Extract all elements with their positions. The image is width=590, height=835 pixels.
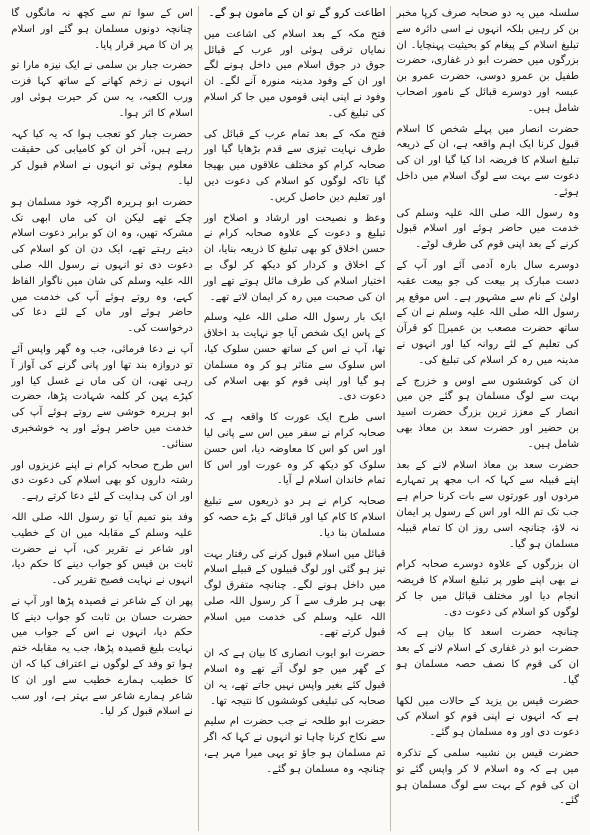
paragraph: حضرت ابو ایوب انصاری کا بیان ہے کہ ان کے گھر میں جو لوگ آتے تھے وہ اسلام قبول کئے بغیر واپس نہیں جاتے تھے، یہ ان صحابہ کی تبلیغی کوششوں کا نتیجہ تھا۔ [203,648,386,707]
paragraph: پھر ان کے شاعر نے قصیدہ پڑھا اور آپ نے حضرت حسان بن ثابت کو جواب دینے کا حکم دیا، انہوں نے اس کے جواب میں نہایت بلیغ قصیدہ پڑھا، جب یہ مقابلہ ختم ہوا تو وفد کے لوگوں نے اعتراف کیا کہ ان کا خطیب ہمارے خطیب سے اور ان کا شاعر ہمارے شاعر سے بہتر ہے، اور سب نے اسلام قبول کر لیا۔ [11,595,193,718]
text-column-left [6,6,199,831]
paragraph: دوسرے سال بارہ آدمی آئے اور آپ کے دست مبارک پر بیعت کی جو بیعت عقبہ اولیٰ کے نام سے مشہور ہے۔ اس موقع پر رسول اللہ صلی اللہ علیہ وسلم نے ان کے ساتھ حضرت مصعب بن عمیرؓ کو قرآن کی تعلیم کے لئے روانہ کیا اور انہوں نے مدینہ میں رہ کر اسلام کی تبلیغ کی۔ [396,259,579,366]
paragraph: حضرت ابو ہریرہ اگرچہ خود مسلمان ہو چکے تھے لیکن ان کی ماں ابھی تک مشرکہ تھیں، وہ ان کو برابر دعوت اسلام دیتے رہتے تھے، ایک دن ان کو اسلام کی دعوت دی تو انہوں نے رسول اللہ صلی اللہ علیہ وسلم کی شان میں ناگوار الفاظ کہے، وہ روتے ہوئے آپ کی خدمت میں حاضر ہوئے اور ماں کے لئے دعا کی درخواست کی۔ [11,196,193,335]
paragraph: آپ نے دعا فرمائی، جب وہ گھر واپس آئے تو دروازہ بند تھا اور پانی گرنے کی آواز آ رہی تھی، ان کی ماں نے غسل کیا اور کپڑے پہن کر کلمہ شہادت پڑھا، حضرت ابو ہریرہ خوشی سے روتے ہوئے آپ کی خدمت میں حاضر ہوئے اور یہ خوشخبری سنائی۔ [11,343,193,450]
paragraph: ان بزرگوں کے علاوہ دوسرے صحابہ کرام نے بھی اپنے طور پر تبلیغ اسلام کا فریضہ انجام دیا اور مختلف قبائل میں جا کر لوگوں کو اسلام کی دعوت دی۔ [396,559,579,618]
paragraph: وہ رسول اللہ صلی اللہ علیہ وسلم کی خدمت میں حاضر ہوئے اور اسلام قبول کرنے کے بعد اپنی قوم کی طرف لوٹے۔ [396,207,579,251]
paragraph: اسی طرح ایک عورت کا واقعہ ہے کہ صحابہ کرام نے سفر میں اس سے پانی لیا اور اس کو اس کا معاوضہ دیا، اس حسن سلوک کو دیکھ کر وہ عورت اور اس کا تمام خاندان اسلام لے آیا۔ [203,412,386,487]
paragraph: ان کی کوششوں سے اوس و خزرج کے بہت سے لوگ مسلمان ہو گئے جن میں انصار کے معزز ترین بزرگ حضرت اسید بن حضیر اور حضرت سعد بن معاذ بھی شامل ہیں۔ [396,375,579,450]
paragraph: صحابہ کرام نے ہر دو ذریعوں سے تبلیغ اسلام کا کام کیا اور قبائل کے بڑے حصہ کو مسلمان بنا دیا۔ [203,496,386,539]
text-column-right [391,6,584,831]
paragraph: حضرت انصار میں پہلے شخص کا اسلام قبول کرنا ایک اہم واقعہ ہے، ان کے ذریعہ تبلیغ اسلام کا فریضہ ادا کیا گیا اور ان کی دعوت سے بہت سے لوگ اسلام میں داخل ہوئے۔ [396,123,579,198]
paragraph: وعظ و نصیحت اور ارشاد و اصلاح اور تبلیغ و دعوت کے علاوہ صحابہ کرام نے حسن اخلاق کو بھی تبلیغ کا ذریعہ بنایا، ان کے اخلاق و کردار کو دیکھ کر لوگ بے اختیار اسلام کی طرف مائل ہوتے تھے اور ان کی صحبت میں رہ کر ایمان لاتے تھے۔ [203,212,386,303]
paragraph: حضرت جبار بن سلمی نے ایک نیزہ مارا تو انہوں نے زخم کھانے کے ساتھ کہا فزت ورب الکعبہ، یہ سن کر حیرت ہوئی اور اسلام کا اثر ہوا۔ [11,60,193,119]
paragraph: اطاعت کرو گے تو ان کے مامون ہو گے۔ [208,7,386,19]
paragraph: حضرت قیس بن نشیبہ سلمی کے تذکرہ میں ہے کہ وہ اسلام لا کر واپس گئے تو ان کی قوم کے بہت سے لوگ مسلمان ہو گئے۔ [396,748,579,807]
paragraph: اس کے سوا تم سے کچھ نہ مانگوں گا چنانچہ دونوں مسلمان ہو گئے اور اسلام پر ان کا مہر قرار پایا۔ [11,8,193,51]
paragraph: حضرت سعد بن معاذ اسلام لانے کے بعد اپنے قبیلہ سے کہا کہ اب مجھ پر تمہارے مردوں اور عورتوں سے بات کرنا حرام ہے جب تک تم اللہ اور اس کے رسول پر ایمان نہ لاؤ، چنانچہ اسی روز ان کا تمام قبیلہ مسلمان ہو گیا۔ [396,459,579,550]
paragraph: چنانچہ حضرت اسعد کا بیان ہے کہ حضرت ابو ذر غفاری کے اسلام لانے کے بعد ان کی قوم کا نصف حصہ مسلمان ہو گیا۔ [396,627,579,686]
paragraph: وفد بنو تمیم آیا تو رسول اللہ صلی اللہ علیہ وسلم کے مقابلہ میں ان کے خطیب اور شاعر نے تقریر کی، آپ نے حضرت ثابت بن قیس کو جواب دینے کا حکم دیا، انہوں نے نہایت فصیح تقریر کی۔ [11,511,193,587]
text-column-middle [199,6,392,831]
paragraph: حضرت ابو طلحہ نے جب حضرت ام سلیم سے نکاح کرنا چاہا تو انہوں نے کہا کہ اگر تم مسلمان ہو جاؤ تو یہی میرا مہر ہے، چنانچہ وہ مسلمان ہو گئے۔ [203,716,386,775]
paragraph: حضرت قیس بن یزید کے حالات میں لکھا ہے کہ انہوں نے اپنی قوم کو اسلام کی دعوت دی اور وہ مسلمان ہو گئے۔ [396,695,579,739]
paragraph: قبائل میں اسلام قبول کرنے کی رفتار بہت تیز ہو گئی اور لوگ قبیلوں کے قبیلے اسلام میں داخل ہونے لگے۔ چنانچہ متفرق لوگ بھی ہر طرف سے آ کر رسول اللہ صلی اللہ علیہ وسلم کی خدمت میں اسلام قبول کرتے تھے۔ [203,548,386,639]
paragraph: اس طرح صحابہ کرام نے اپنے عزیزوں اور رشتہ داروں کو بھی اسلام کی دعوت دی اور ان کی ہدایت کے لئے دعا کرتے رہے۔ [11,459,193,503]
paragraph: فتح مکہ کے بعد تمام عرب کے قبائل کی طرف نہایت تیزی سے قدم بڑھایا گیا اور صحابہ کرام کو مختلف علاقوں میں بھیجا گیا تاکہ لوگوں کو اسلام کی دعوت دیں اور تعلیم دین حاصل کریں۔ [203,128,386,203]
paragraph: سلسلہ میں یہ دو صحابہ صرف کرپا مخبر بن کر رہیں بلکہ انہوں نے اسی دائرہ سے تبلیغ اسلام کے پیغام کو بحیثیت پہنچایا۔ ان بزرگوں میں حضرت ابو ذر غفاری، حضرت طفیل بن عمرو دوسی، حضرت عمرو بن عبسہ اور دوسرے قبائل کے نامور اصحاب شامل ہیں۔ [396,8,579,114]
paragraph: فتح مکہ کے بعد اسلام کی اشاعت میں نمایاں ترقی ہوئی اور عرب کے قبائل جوق در جوق اسلام میں داخل ہونے لگے اور ان کے وفود مدینہ منورہ آنے لگے۔ ان وفود نے اپنی اپنی قوموں میں جا کر اسلام کی تبلیغ کی۔ [203,28,386,119]
paragraph: حضرت جبار کو تعجب ہوا کہ یہ کیا کہہ رہے ہیں، آخر ان کو کامیابی کی حقیقت معلوم ہوئی تو انہوں نے اسلام قبول کر لیا۔ [11,128,193,187]
paragraph: ایک بار رسول اللہ صلی اللہ علیہ وسلم کے پاس ایک شخص آیا جو نہایت بد اخلاق تھا، آپ نے اس کے ساتھ حسن سلوک کیا، اس سلوک سے متاثر ہو کر وہ مسلمان ہو گیا اور اپنی قوم کو بھی اسلام کی دعوت دی۔ [203,312,386,403]
